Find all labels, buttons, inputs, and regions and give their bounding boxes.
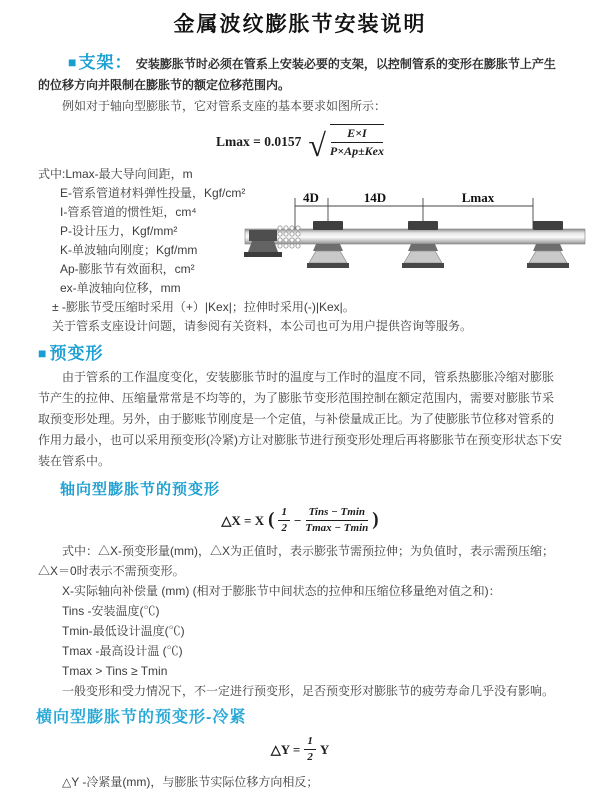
left-paren: ( (268, 509, 275, 530)
definition-line: ± -膨胀节受压缩时采用（+）|Kex|；拉伸时采用(-)|Kex|。 (52, 300, 355, 314)
definition-line: K-单波轴向刚度；Kgf/mm (60, 243, 198, 257)
radical-sign-icon: √ (308, 126, 326, 163)
axial-predeform-subheader: 轴向型膨胀节的预变形 (60, 481, 221, 498)
formula-rhs: Y (319, 741, 330, 757)
support-example-text: 例如对于轴向型膨胀节，它对管系支座的基本要求如图所示： (62, 99, 387, 113)
fraction-numerator: Tins − Tmin (306, 506, 368, 521)
note-line: Tins -安装温度(℃) (62, 604, 160, 618)
dim-label-14d: 14D (363, 190, 387, 205)
formula-denominator: P×Ap±Kex (329, 144, 384, 158)
fraction-denominator: Tmax − Tmin (305, 522, 369, 534)
note-line: 一般变形和受力情况下，不一定进行预变形，足否预变形对膨胀节的疲劳寿命几乎没有影响。 (62, 684, 555, 698)
pipe-support-icon (307, 221, 349, 268)
formula-lhs: Lmax = 0.0157 (216, 133, 302, 149)
dim-label-lmax: Lmax (461, 190, 495, 205)
temperature-fraction (305, 506, 368, 535)
support-intro-text: 安装膨胀节时必须在管系上安装必要的支架，以控制管系的变形在膨胀节上产生的位移方向并限制在膨胀节的额定位移范围内。 (38, 57, 556, 92)
formula-fraction (330, 124, 384, 159)
fraction-numerator: 1 (278, 506, 290, 521)
lmax-formula (38, 124, 562, 163)
support-section-header: 支架： (78, 53, 133, 72)
dim-label-4d: 4D (303, 190, 319, 205)
minus-sign: − (293, 512, 302, 528)
fraction-numerator: 1 (304, 735, 316, 750)
page-title: 金属波纹膨胀节安装说明 (173, 13, 427, 36)
pipe (245, 229, 585, 244)
section-marker-icon: ■ (68, 54, 77, 70)
definition-line: ex-单波轴向位移，mm (60, 281, 181, 295)
pipe-support-icon (527, 221, 569, 268)
axial-formula-notes (38, 541, 562, 701)
right-paren: ) (372, 509, 379, 530)
note-line: X-实际轴向补偿量 (mm) (相对于膨胀节中间状态的拉伸和压缩位移量绝对值之和)： (62, 584, 501, 598)
fraction-denominator: 2 (281, 522, 287, 534)
section-marker-icon: ■ (38, 345, 48, 361)
note-line: 式中：△X-预变形量(mm)，△X为正值时，表示膨张节需预拉伸；为负值时，表示需预压缩；△X＝0时表示不需预变形。 (38, 544, 554, 578)
delta-x-formula (38, 506, 562, 535)
pipe-support-icon (402, 221, 444, 268)
diagram-svg (243, 190, 595, 292)
lateral-predeform-subheader: 横向型膨胀节的预变形-冷紧 (36, 709, 247, 726)
definition-line: 式中:Lmax-最大导向间距，m (38, 167, 193, 181)
predeform-header-label: 预变形 (49, 344, 104, 363)
pipe-support-diagram (243, 190, 595, 292)
definition-line: E-管系管道材料弹性投量，Kgf/cm² (60, 186, 246, 200)
delta-y-formula (38, 735, 562, 764)
one-half-fraction (304, 735, 316, 764)
formula-lhs: △Y = (270, 741, 301, 757)
cold-tightening-note: △Y -冷紧量(mm)，与膨胀节实际位移方向相反； (62, 775, 319, 789)
definition-line: 关于管系支座设计问题，请参阅有关资料，本公司也可为用户提供咨询等服务。 (52, 319, 473, 333)
formula-numerator: E×I (331, 125, 383, 143)
definition-line: Ap-膨胀节有效面积，cm² (60, 262, 195, 276)
note-line: Tmin-最低设计温度(℃) (62, 624, 185, 638)
definition-line: P-设计压力，Kgf/mm² (60, 224, 178, 238)
predeform-section-header (38, 342, 562, 365)
formula-lhs: △X = X (221, 512, 265, 528)
definition-line: I-管系管道的惯性矩，cm⁴ (60, 205, 197, 219)
fraction-denominator: 2 (307, 751, 313, 763)
predeform-paragraph: 由于管系的工作温度变化，安装膨胀节时的温度与工作时的温度不同，管系热膨胀冷缩对膨胀节产生的拉伸、压缩量常常是不均等的，为了膨胀节变形范围控制在额定范围内，需要对膨胀节采取预变形处理。另外，由于膨账节刚度是一个定值，与补偿量成正比。为了使膨胀节位移对管系的作用力最小，也可以采用预变形(冷紧)方让对膨胀节进行预变形处理后再将膨胀节在预变形状态下安装在管系中。 (38, 370, 562, 468)
note-line: Tmax > Tins ≥ Tmin (62, 664, 168, 678)
one-half-fraction (278, 506, 290, 535)
note-line: Tmax -最高设计温 (℃) (62, 644, 183, 658)
support-section (38, 52, 562, 96)
